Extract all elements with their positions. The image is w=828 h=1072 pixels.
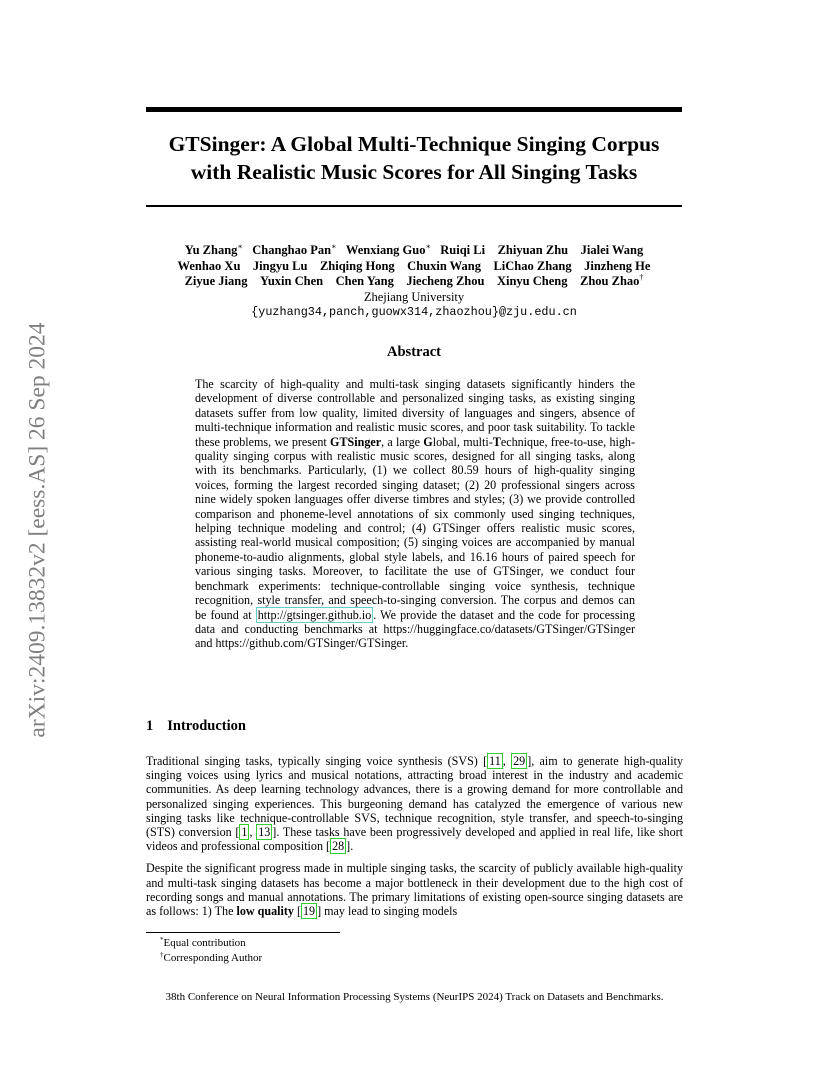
dataset-name: GTSinger [330, 434, 382, 449]
footnote-equal [160, 936, 246, 949]
footnote-text: Corresponding Author [163, 952, 263, 964]
author-row-2 [146, 259, 682, 275]
author: Yu Zhang [184, 243, 238, 257]
affiliation: Zhejiang University [363, 289, 465, 304]
author: Xinyu Cheng [496, 274, 568, 288]
text-segment: [ [293, 904, 301, 919]
author-row-3: Ziyue Jiang Yuxin Chen Chen Yang Jiecheng Zhou Xinyu Cheng Zhou Zhao† [184, 273, 644, 288]
author: Jinzheng He [584, 258, 651, 273]
abstract-text [195, 377, 635, 651]
title-top-rule [146, 107, 682, 112]
abstract-segment: The scarcity of high-quality and multi-task singing datasets significantly hinders the development of diverse controllable and personalized singing tasks, as existing singing datasets suffer from low quality, limited diversity of languages and singers, absence of multi-technique information and realistic music scores, and poor task suitability. To tackle these problems, we present [195, 377, 635, 449]
abstract-segment: , a large [381, 434, 424, 449]
author: Yuxin Chen [259, 274, 324, 288]
text-segment: ] may lead to singing models [317, 904, 458, 919]
citation-link[interactable]: 13 [258, 825, 271, 840]
intro-body [146, 754, 683, 926]
citation-link[interactable]: 19 [303, 904, 316, 919]
emphasis: low quality [236, 904, 294, 919]
abstract-segment: . We provide the dataset and the code for processing data and conducting benchmarks at https://huggingface.co/datasets/GTSinger/GTSinger and https://github.com/GTSinger/GTSinger. [195, 607, 636, 651]
author: Chuxin Wang [407, 258, 481, 273]
author: LiChao Zhang [493, 258, 572, 273]
citation-link[interactable]: 11 [489, 754, 501, 768]
text-segment: , [502, 754, 512, 768]
author: Changhao Pan [252, 243, 332, 257]
text-segment: Despite the significant progress made in multiple singing tasks, the scarcity of publicly available high-quality and multi-task singing datasets has become a major bottleneck in their development due to the high cost of recording songs and manual annotations. The primary limitations of existing open-source singing datasets are as follows: 1) The [146, 861, 683, 919]
abstract-heading: Abstract [387, 344, 441, 360]
footnote-corresponding [160, 951, 262, 964]
title-line-2: with Realistic Music Scores for All Singing Tasks [190, 160, 638, 184]
author: Jialei Wang [580, 243, 644, 257]
citation-link[interactable]: 28 [332, 839, 345, 854]
text-segment: ]. [346, 839, 354, 854]
author: Zhiyuan Zhu [497, 243, 569, 257]
text-segment: ]. These tasks have been progressively developed and applied in real life, like short videos and professional composition [ [146, 825, 683, 854]
acronym-letter: T [492, 434, 501, 449]
footnote-rule [146, 932, 340, 933]
acronym-letter: G [423, 434, 433, 449]
intro-paragraph-1 [146, 754, 683, 853]
author-row-1: Yu Zhang∗ Changhao Pan∗ Wenxiang Guo∗ Ruiqi Li Zhiyuan Zhu Jialei Wang [184, 242, 644, 257]
footnote-mark: † [160, 951, 164, 959]
section-title: Introduction [167, 718, 246, 734]
title-line-1: GTSinger: A Global Multi-Technique Singing Corpus [168, 132, 660, 156]
text-segment: ], aim to generate high-quality singing voices using lyrics and musical notations, attracting broad interest in the industry and academic communities. As deep learning technology advances, there is a growing demand for more controllable and personalized singing experiences. This burgeoning demand has catalyzed the emergence of various new singing tasks like technique-controllable SVS, technique recognition, style transfer, and speech-to-singing (STS) conversion [ [146, 754, 683, 840]
author: Ziyue Jiang [184, 274, 248, 288]
text-segment: Traditional singing tasks, typically singing voice synthesis (SVS) [ [146, 754, 488, 768]
author: Ruiqi Li [440, 243, 486, 257]
venue-footer: 38th Conference on Neural Information Processing Systems (NeurIPS 2024) Track on Datasets and Benchmarks. [165, 991, 664, 1003]
citation-link[interactable]: 29 [513, 754, 526, 768]
author: Zhiqing Hong [319, 258, 395, 273]
author-emails: {yuzhang34,panch,guowx314,zhaozhou}@zju.edu.cn [251, 305, 577, 319]
author: Wenxiang Guo [345, 243, 426, 257]
title-bottom-rule [146, 205, 682, 207]
author: Jingyu Lu [252, 258, 308, 273]
author-block [146, 243, 682, 321]
author: Chen Yang [335, 274, 394, 288]
paper-title [146, 130, 682, 186]
citation-link[interactable]: 1 [241, 825, 248, 840]
abstract-segment: echnique, free-to-use, high-quality singing corpus with realistic music scores, designed for all singing tasks, along with its benchmarks. Particularly, (1) we collect 80.59 hours of high-quality singing voices, forming the largest recorded singing dataset; (2) 20 professional singers across nine widely spoken languages offer diverse timbres and styles; (3) we provide controlled comparison and phoneme-level annotations of six commonly used singing techniques, helping technique modeling and control; (4) GTSinger offers realistic music scores, assisting real-world musical composition; (5) singing voices are accompanied by manual phoneme-to-audio alignments, global style labels, and 16.16 hours of paired speech for various singing tasks. Moreover, to facilitate the use of GTSinger, we conduct four benchmark experiments: technique-controllable singing voice synthesis, technique recognition, style transfer, and speech-to-singing conversion. The corpus and demos can be found at [195, 434, 635, 622]
author: Jiecheng Zhou [406, 274, 485, 288]
project-link[interactable]: http://gtsinger.github.io [257, 607, 372, 622]
abstract-segment: lobal, multi- [432, 434, 493, 449]
text-segment: , [249, 825, 257, 840]
author: Wenhao Xu [177, 258, 241, 273]
author: Zhou Zhao [579, 274, 640, 288]
footnote-text: Equal contribution [163, 937, 246, 949]
section-number: 1 [146, 718, 154, 734]
arxiv-identifier: arXiv:2409.13832v2 [eess.AS] 26 Sep 2024 [24, 322, 51, 738]
footnote-mark: * [160, 936, 164, 944]
intro-paragraph-2 [146, 861, 683, 918]
section-heading [146, 718, 246, 735]
